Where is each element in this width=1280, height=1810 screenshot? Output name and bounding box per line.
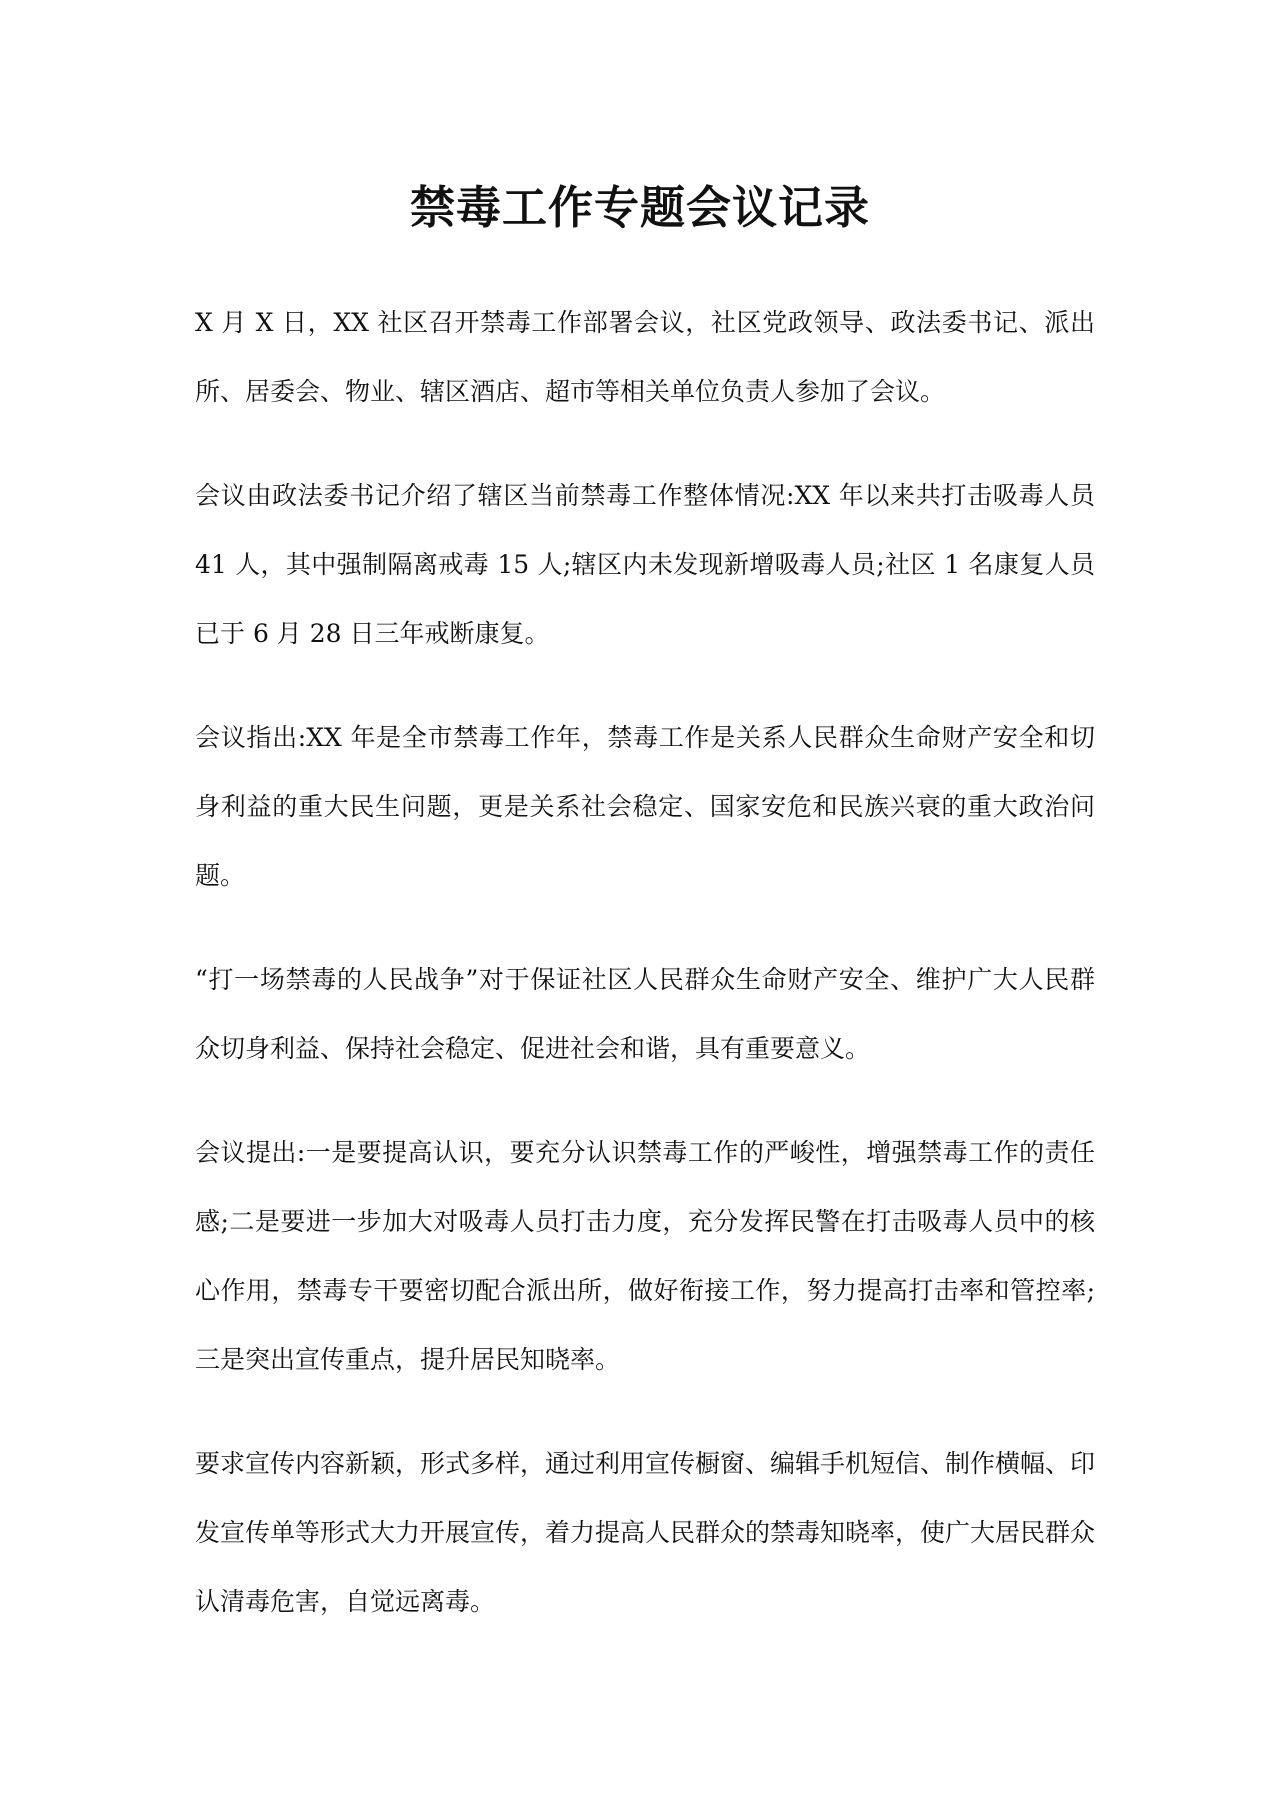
paragraph-situation-report: 会议由政法委书记介绍了辖区当前禁毒工作整体情况:XX 年以来共打击吸毒人员 41 人，其中强制隔离戒毒 15 人;辖区内未发现新增吸毒人员;社区 1 名康复人员已于 6 月 28 日三年戒断康复。 (195, 481, 1095, 648)
paragraph-meeting-proposals: 会议提出:一是要提高认识，要充分认识禁毒工作的严峻性，增强禁毒工作的责任感;二是要进一步加大对吸毒人员打击力度，充分发挥民警在打击吸毒人员中的核心作用，禁毒专干要密切配合派出所，做好衔接工作，努力提高打击率和管控率;三是突出宣传重点，提升居民知晓率。 (195, 1138, 1095, 1374)
paragraph-meeting-intro: X 月 X 日，XX 社区召开禁毒工作部署会议，社区党政领导、政法委书记、派出所、居委会、物业、辖区酒店、超市等相关单位负责人参加了会议。 (195, 308, 1095, 406)
document-body (195, 288, 1095, 1671)
document-title: 禁毒工作专题会议记录 (409, 181, 870, 234)
paragraph-peoples-war: “打一场禁毒的人民战争”对于保证社区人民群众生命财产安全、维护广大人民群众切身利益、保持社会稳定、促进社会和谐，具有重要意义。 (195, 965, 1095, 1063)
paragraph-meeting-points: 会议指出:XX 年是全市禁毒工作年，禁毒工作是关系人民群众生命财产安全和切身利益的重大民生问题，更是关系社会稳定、国家安危和民族兴衰的重大政治问题。 (195, 723, 1095, 890)
paragraph-publicity-requirements: 要求宣传内容新颖，形式多样，通过利用宣传橱窗、编辑手机短信、制作横幅、印发宣传单等形式大力开展宣传，着力提高人民群众的禁毒知晓率，使广大居民群众认清毒危害，自觉远离毒。 (195, 1449, 1096, 1616)
